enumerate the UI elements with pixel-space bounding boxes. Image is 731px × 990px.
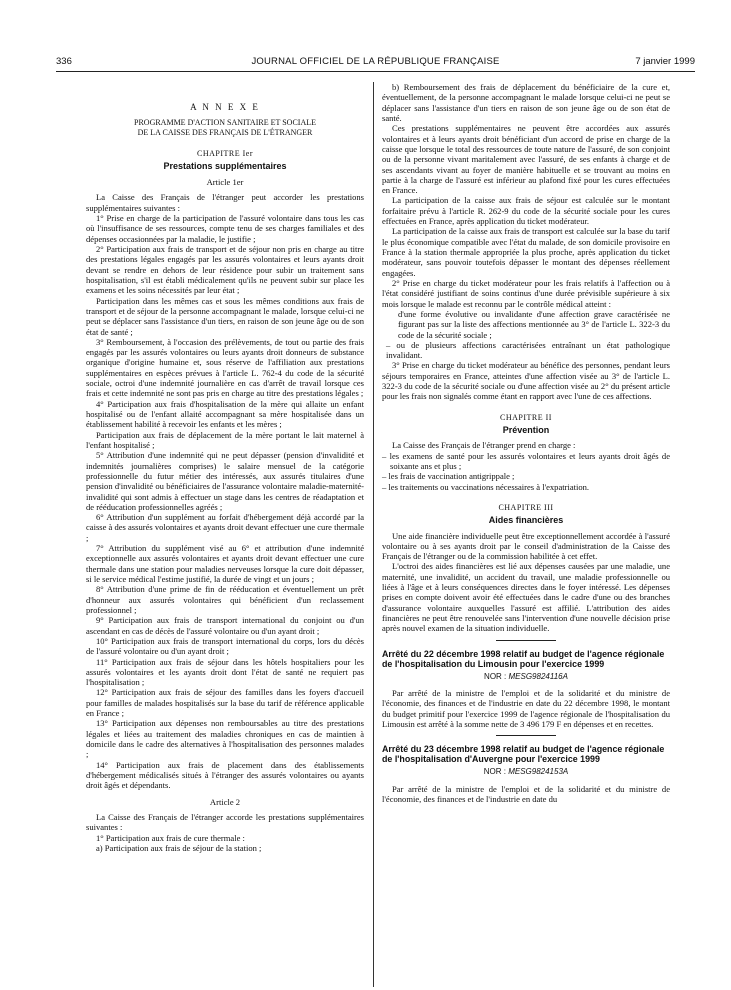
nor-reference	[382, 767, 670, 777]
nor-label: NOR :	[483, 767, 509, 777]
section-heading: Prévention	[502, 425, 550, 435]
list-item: d'une forme évolutive ou invalidante d'une affection grave caractérisée ne figurant pas sur la liste des affections mentionnée au 3° de l'article L. 322-3 du code de la sécurité sociale ;	[398, 308, 670, 340]
nor-code: MESG9824153A	[508, 767, 569, 777]
page-number: 336	[56, 56, 72, 67]
left-column	[86, 82, 364, 853]
program-title-line2: DE LA CAISSE DES FRANÇAIS DE L'ÉTRANGER	[137, 127, 313, 137]
paragraph: Par arrêté de la ministre de l'emploi et de la solidarité et du ministre de l'économie, des finances et de l'industrie en date du	[382, 783, 670, 804]
issue-date: 7 janvier 1999	[635, 56, 695, 67]
list-item: – les traitements ou vaccinations nécessaires à l'expatriation.	[382, 481, 590, 492]
paragraph: La participation de la caisse aux frais de transport est calculée sur la base du tarif le plus économique compatible avec l'état du malade, de son domicile provisoire en France à la station thermale appropriée la plus proche, après application du ticket modérateur, sans pouvoir toutefois dépasser le montant des dépenses réellement engagées.	[382, 226, 670, 278]
paragraph: La Caisse des Français de l'étranger accorde les prestations supplémentaires suivantes :	[86, 811, 364, 833]
arrete-title: Arrêté du 23 décembre 1998 relatif au budget de l'agence régionale de l'hospitalisation d'Auvergne pour l'exercice 1999	[382, 744, 665, 765]
paragraph: 5° Attribution d'une indemnité qui ne peut dépasser (pension d'invalidité et indemnités journalières comprises) le salaire mensuel de la catégorie professionnelle du futur métier des intéressés, aux assurés titulaires d'une pension d'invalidité ou bénéficiaires de l'assurance volontaire maladie-maternité-invalidité qui sont admis à effectuer un stage dans les centres de réadaptation et de rééducation professionnelles agréés ;	[86, 450, 364, 512]
paragraph: 8° Attribution d'une prime de fin de rééducation et éventuellement un prêt d'honneur aux assurés volontaires qui bénéficient d'un reclassement professionnel ;	[86, 584, 364, 615]
paragraph: Ces prestations supplémentaires ne peuvent être accordées aux assurés volontaires et à leurs ayants droit bénéficiant d'un accord de prise en charge de la caisse que lorsque le total des ressources de toute nature de l'assuré, de son conjoint ou de la personne vivant maritalement avec l'assuré, de ses enfants à charge et de ses ascendants vivant au foyer de manière habituelle et se trouvant au moins en partie à la charge de l'assuré est inférieur au plafond fixé pour les cures effectuées en France.	[382, 123, 670, 196]
paragraph: 12° Participation aux frais de séjour des familles dans les foyers d'accueil pour familles de malades hospitalisés sur la base du tarif de référence applicable en France ;	[86, 687, 364, 719]
chapter-heading: CHAPITRE III	[498, 502, 554, 512]
paragraph: Une aide financière individuelle peut être exceptionnellement accordée à l'assuré volontaire ou à ses ayants droit par le conseil d'administration de la Caisse des Français de l'étranger ou de la commission habilitée à cet effet.	[382, 530, 670, 562]
arrete-title: Arrêté du 22 décembre 1998 relatif au budget de l'agence régionale de l'hospitalisation du Limousin pour l'exercice 1999	[382, 648, 665, 669]
paragraph: 2° Participation aux frais de transport et de séjour non pris en charge au titre des prestations légales engagés par les assurés volontaires et leurs ayants droit devant se rendre en dehors de leur résidence pour subir un traitement sans hospitalisation, s'il est établi médicalement qu'ils ne peuvent subir sur place les examens et les soins nécessités par leur état ;	[86, 244, 364, 296]
section-heading: Prestations supplémentaires	[163, 160, 287, 171]
paragraph: 9° Participation aux frais de transport international du conjoint ou d'un ascendant en cas de décès de l'assuré volontaire ou d'un ayant droit ;	[86, 615, 364, 636]
chapter-heading: CHAPITRE Ier	[197, 148, 253, 158]
paragraph: Participation aux frais de déplacement de la mère portant le lait maternel à l'enfant hospitalisé ;	[86, 429, 364, 450]
right-column	[382, 82, 670, 804]
paragraph: Par arrêté de la ministre de l'emploi et de la solidarité et du ministre de l'économie, des finances et de l'industrie en date du 22 décembre 1998, le montant du budget primitif pour l'exercice 1999 de l'agence régionale de l'hospitalisation du Limousin est arrêté à la somme nette de 3 496 179 F en dépenses et en recettes.	[382, 687, 670, 729]
paragraph: 1° Participation aux frais de cure thermale :	[96, 832, 245, 843]
paragraph: b) Remboursement des frais de déplacement du bénéficiaire de la cure et, éventuellement, de la personne accompagnant le malade lorsque celui-ci ne peut se déplacer sans l'assistance d'un tiers en raison de son jeune âge ou de son état de santé.	[382, 82, 670, 123]
program-title-line1: PROGRAMME D'ACTION SANITAIRE ET SOCIALE	[134, 118, 316, 128]
paragraph: 2° Prise en charge du ticket modérateur pour les frais relatifs à l'affection ou à l'état considéré justifiant de soins continus d'une durée prévisible supérieure à six mois lorsque le malade est reconnu par le contrôle médical atteint :	[382, 277, 670, 309]
chapter-heading: CHAPITRE II	[500, 412, 552, 422]
paragraph: 11° Participation aux frais de séjour dans les hôtels hospitaliers pour les assurés volontaires et les ayants droit dont l'état de santé ne requiert pas l'hospitalisation ;	[86, 656, 364, 688]
section-heading: Aides financières	[488, 515, 564, 526]
paragraph: La Caisse des Français de l'étranger prend en charge :	[392, 440, 576, 451]
paragraph: 3° Prise en charge du ticket modérateur au bénéfice des personnes, pendant leurs séjours temporaires en France, atteintes d'une affection visée au 3° de l'article L. 322-3 du code de la sécurité sociale ou d'une affection visée au 2° du présent article pour les frais non signalés comme étant en rapport avec l'une de ces affections.	[382, 360, 670, 402]
paragraph: a) Participation aux frais de séjour de la station ;	[96, 842, 262, 853]
paragraph: Participation dans les mêmes cas et sous les mêmes conditions aux frais de transport et de séjour de la personne accompagnant le malade, lorsque celui-ci ne peut se déplacer sans l'assistance d'un tiers, en raison de son jeune âge ou de son état de santé ;	[86, 295, 364, 337]
annexe-heading: A N N E X E	[190, 102, 260, 112]
list-item: – les examens de santé pour les assurés volontaires et leurs ayants droit âgés de soixante ans et plus ;	[382, 450, 670, 471]
journal-title: JOURNAL OFFICIEL DE LA RÉPUBLIQUE FRANÇAISE	[251, 56, 500, 67]
separator-rule	[496, 735, 556, 736]
nor-reference	[382, 672, 670, 682]
paragraph: La Caisse des Français de l'étranger peut accorder les prestations supplémentaires suivantes :	[86, 192, 364, 213]
paragraph: 10° Participation aux frais de transport international du corps, lors du décès de l'assuré volontaire ou d'un ayant droit ;	[86, 635, 364, 657]
paragraph: 6° Attribution d'un supplément au forfait d'hébergement déjà accordé par la caisse à des assurés volontaires et ayants droit devant effectuer une cure thermale ;	[86, 512, 364, 543]
article-heading: Article 1er	[206, 177, 244, 188]
column-divider	[373, 82, 374, 987]
paragraph: L'octroi des aides financières est lié aux dépenses causées par une maladie, une maternité, une invalidité, un accident du travail, une maladie professionnelle ou liées à l'âge et à leurs conséquences directes dans le foyer intéressé. Les dépenses prises en compte doivent avoir été effectuées dans le cadre d'une ou des branches d'assurance volontaire auxquelles l'assuré est affilié. L'attribution des aides financières ne peut être renouvelée sans l'intervention d'une nouvelle décision prise après nouvel examen de la situation individuelle.	[382, 561, 670, 634]
article-heading: Article 2	[209, 796, 241, 807]
nor-label: NOR :	[484, 671, 509, 681]
paragraph: 7° Attribution du supplément visé au 6° et attribution d'une indemnité exceptionnelle aux assurés volontaires et ayants droit devant effectuer une cure thermale dans une station pour maladies nerveuses lorsque la cure doit dépasser, si le service médical l'estime justifié, la durée de vingt et un jours ;	[86, 543, 364, 584]
paragraph: 3° Remboursement, à l'occasion des prélèvements, de tout ou partie des frais engagés par les assurés volontaires ou leurs ayants droit donneurs de substance organique d'origine humaine et, sous réserve de l'affiliation aux prestations supplémentaires en espèces prévues à l'article L. 762-4 du code de la sécurité sociale, octroi d'une indemnité journalière en cas d'arrêt de travail lorsque ces frais et cette indemnité ne sont pas pris en charge au titre des prestations légales ;	[86, 336, 364, 399]
paragraph: 1° Prise en charge de la participation de l'assuré volontaire dans tous les cas où l'insuffisance de ses ressources, compte tenu de ses charges familiales et des dépenses occasionnées par la maladie, le justifie ;	[86, 213, 364, 244]
page-header	[56, 56, 695, 70]
header-rule	[56, 71, 695, 72]
paragraph: 4° Participation aux frais d'hospitalisation de la mère qui allaite un enfant hospitalisé ou de l'enfant allaité accompagnant sa mère hospitalisée dans un établissement habilité à recevoir les enfants et les mères ;	[86, 398, 364, 430]
list-item: – les frais de vaccination antigrippale ;	[382, 471, 515, 482]
paragraph: 13° Participation aux dépenses non remboursables au titre des prestations légales et liées au traitement des maladies chroniques en cas de maintien à domicile dans le cadre des alternatives à l'hospitalisation des personnes malades ;	[86, 718, 364, 760]
paragraph: 14° Participation aux frais de placement dans des établissements d'hébergement médicalisés situés à l'étranger des assurés volontaires ou ayants droit âgés et dépendants.	[86, 759, 364, 791]
list-item: – ou de plusieurs affections caractérisées entraînant un état pathologique invalidant.	[386, 339, 670, 361]
paragraph: La participation de la caisse aux frais de séjour est calculée sur le montant forfaitaire prévu à l'article R. 262-9 du code de la sécurité sociale pour les cures effectuées en France, après application du ticket modérateur.	[382, 195, 670, 227]
nor-code: MESG9824116A	[508, 671, 568, 681]
separator-rule	[496, 640, 556, 641]
